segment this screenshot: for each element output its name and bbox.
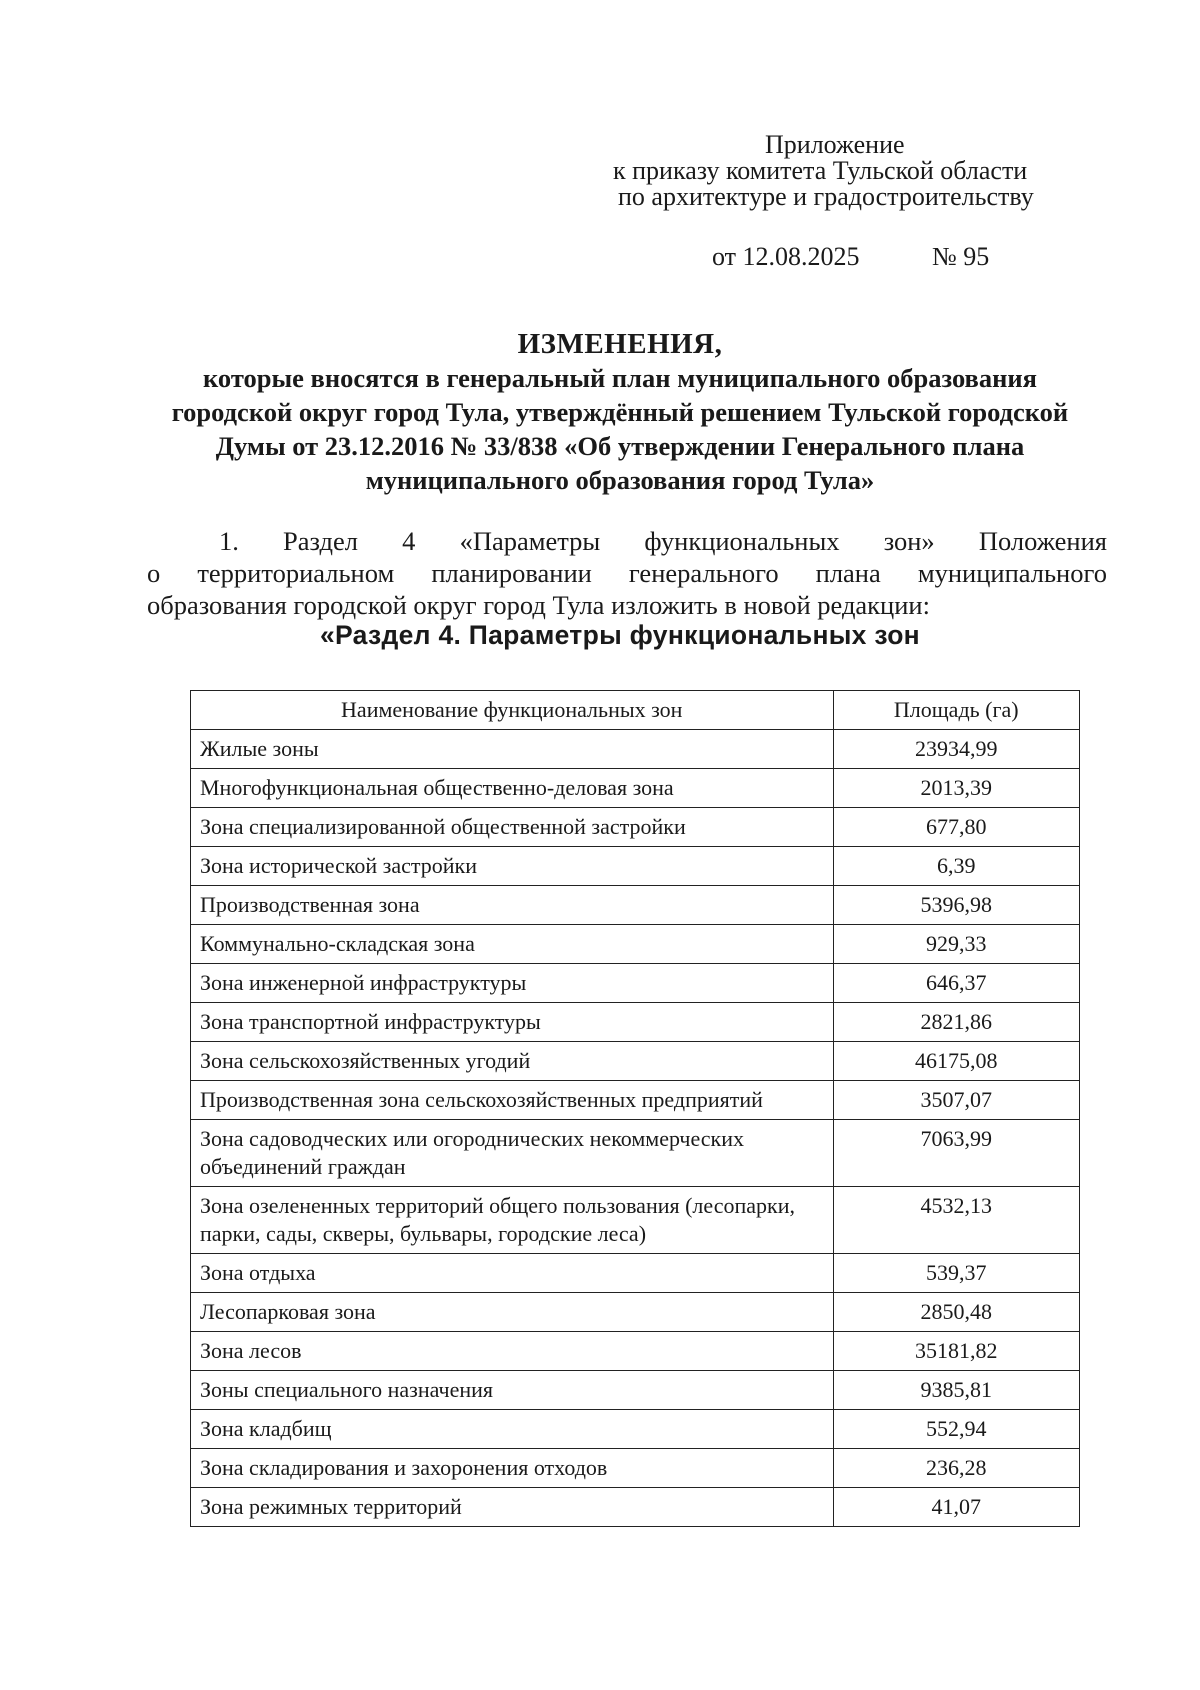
word: о [147,558,161,588]
zone-name-cell: Зоны специального назначения [191,1371,834,1410]
title-line-3: Думы от 23.12.2016 № 33/838 «Об утверждении Генерального плана [215,431,1025,461]
order-number: № 95 [932,242,990,271]
zone-name-cell: Зона инженерной инфраструктуры [191,964,834,1003]
word: Положения [978,526,1107,556]
zone-name-cell: Производственная зона [191,886,834,925]
table-row [191,1042,1080,1081]
header-zone-name: Наименование функциональных зон [191,691,834,730]
table-row [191,847,1080,886]
zone-name-cell: Зона кладбищ [191,1410,834,1449]
table-row [191,1449,1080,1488]
paragraph-row-1 [147,525,1107,557]
zone-name-cell: Производственная зона сельскохозяйственных предприятий [191,1081,834,1120]
zone-name-cell: Коммунально-складская зона [191,925,834,964]
table-row [191,964,1080,1003]
zone-name-cell: Лесопарковая зона [191,1293,834,1332]
table-row [191,1003,1080,1042]
table-row [191,1293,1080,1332]
order-date-number [712,242,990,272]
table-row [191,808,1080,847]
zone-name-cell: Зона исторической застройки [191,847,834,886]
word: генерального [628,558,779,588]
word: зон» [883,526,935,556]
zone-area-cell: 4532,13 [833,1187,1079,1254]
title-main: ИЗМЕНЕНИЯ, [517,328,723,360]
word: функциональных [644,526,840,556]
section-heading: «Раздел 4. Параметры функциональных зон [319,620,920,650]
table-row [191,1254,1080,1293]
table-row [191,1410,1080,1449]
paragraph-row-3: образования городской округ город Тула изложить в новой редакции: [147,590,930,620]
table-row [191,1120,1080,1187]
title-line-2: городской округ город Тула, утверждённый решением Тульской городской [171,397,1069,427]
zone-area-cell: 9385,81 [833,1371,1079,1410]
table-header-row [191,691,1080,730]
word: планировании [431,558,592,588]
zone-area-cell: 5396,98 [833,886,1079,925]
zone-area-cell: 46175,08 [833,1042,1079,1081]
table-row [191,1488,1080,1527]
zone-area-cell: 23934,99 [833,730,1079,769]
word: плана [815,558,881,588]
paragraph-row-2 [147,557,1107,589]
zone-area-cell: 2850,48 [833,1293,1079,1332]
order-date: от 12.08.2025 [712,242,860,271]
appendix-committee: по архитектуре и градостроительству [618,182,1034,211]
zone-name-cell: Зона складирования и захоронения отходов [191,1449,834,1488]
zone-area-cell: 35181,82 [833,1332,1079,1371]
table-body [191,730,1080,1527]
appendix-order-ref: к приказу комитета Тульской области [613,156,1028,185]
zone-area-cell: 236,28 [833,1449,1079,1488]
zone-name-cell: Зона транспортной инфраструктуры [191,1003,834,1042]
zone-area-cell: 2013,39 [833,769,1079,808]
zone-name-cell: Многофункциональная общественно-деловая зона [191,769,834,808]
zone-area-cell: 6,39 [833,847,1079,886]
table-row [191,1081,1080,1120]
zone-name-cell: Зона отдыха [191,1254,834,1293]
zone-area-cell: 539,37 [833,1254,1079,1293]
zone-area-cell: 646,37 [833,964,1079,1003]
document-title [140,327,1100,497]
zone-area-cell: 929,33 [833,925,1079,964]
word: Раздел [283,526,358,556]
table-row [191,1371,1080,1410]
zone-area-cell: 41,07 [833,1488,1079,1527]
zone-name-cell: Зона лесов [191,1332,834,1371]
word: 1. [219,526,239,556]
word: территориальном [197,558,395,588]
title-line-1: которые вносятся в генеральный план муниципального образования [203,363,1037,393]
zone-area-cell: 7063,99 [833,1120,1079,1187]
word: «Параметры [459,526,601,556]
zone-area-cell: 677,80 [833,808,1079,847]
table-row [191,886,1080,925]
zone-name-cell: Зона режимных территорий [191,1488,834,1527]
zone-area-cell: 552,94 [833,1410,1079,1449]
table-row [191,1332,1080,1371]
zone-name-cell: Зона сельскохозяйственных угодий [191,1042,834,1081]
appendix-header [560,132,1080,210]
title-line-4: муниципального образования город Тула» [365,465,875,495]
header-area: Площадь (га) [833,691,1079,730]
zone-name-cell: Зона специализированной общественной застройки [191,808,834,847]
zone-area-cell: 3507,07 [833,1081,1079,1120]
body-paragraph [147,525,1107,621]
word: муниципального [917,558,1107,588]
appendix-label: Приложение [765,130,905,159]
zone-name-cell: Зона садоводческих или огороднических некоммерческих объединений граждан [191,1120,834,1187]
table-row [191,730,1080,769]
zone-name-cell: Жилые зоны [191,730,834,769]
table-row [191,925,1080,964]
table-row [191,1187,1080,1254]
table-row [191,769,1080,808]
zone-area-cell: 2821,86 [833,1003,1079,1042]
zone-name-cell: Зона озелененных территорий общего пользования (лесопарки, парки, сады, скверы, бульвары, городские леса) [191,1187,834,1254]
word: 4 [402,526,416,556]
zones-table [190,690,1080,1527]
